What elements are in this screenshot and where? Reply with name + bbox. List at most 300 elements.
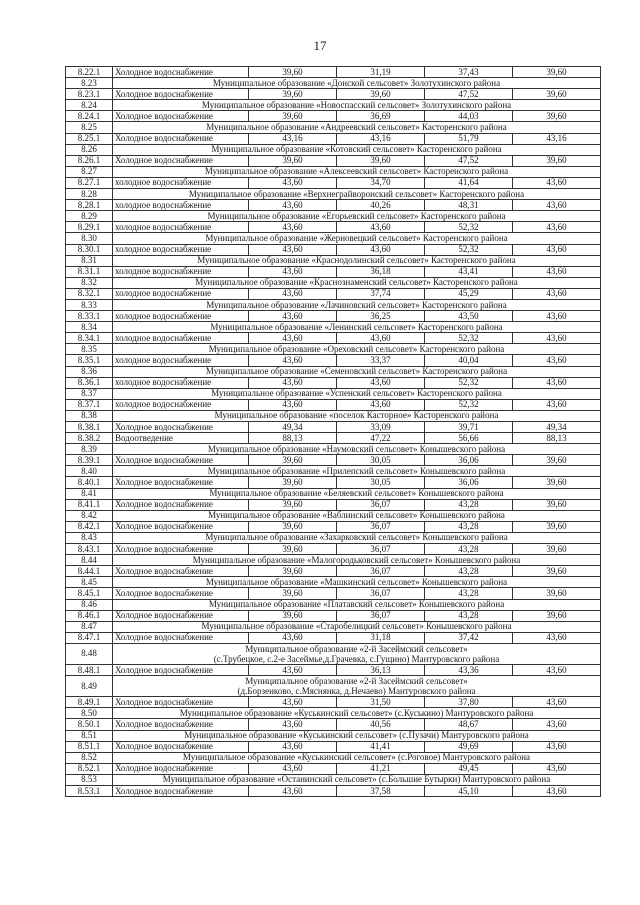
tariff-value: 40,04 (425, 355, 513, 366)
row-number: 8.47 (66, 621, 113, 632)
tariff-value: 37,58 (337, 786, 425, 797)
row-number: 8.30.1 (66, 244, 113, 255)
municipality-name (113, 676, 601, 697)
tariff-value: 39,60 (249, 89, 337, 100)
tariff-value: 43,60 (249, 288, 337, 299)
service-name: Холодное водоснабжение (113, 89, 249, 100)
tariff-row (66, 610, 601, 621)
municipality-row (66, 555, 601, 566)
row-number: 8.36.1 (66, 377, 113, 388)
tariff-value: 39,60 (249, 67, 337, 78)
row-number: 8.37.1 (66, 399, 113, 410)
municipality-row (66, 488, 601, 499)
tariff-value: 47,52 (425, 89, 513, 100)
row-number: 8.44 (66, 555, 113, 566)
row-number: 8.52 (66, 752, 113, 763)
tariff-value: 31,50 (337, 697, 425, 708)
municipality-name-line: Муниципальное образование «Куськинский сельсовет» (с.Роговое) Мантуровского района (182, 752, 531, 763)
municipality-name (113, 599, 601, 610)
tariff-value: 43,60 (249, 244, 337, 255)
municipality-row (66, 643, 601, 664)
tariff-value: 36,06 (425, 477, 513, 488)
municipality-name-line: Муниципальное образование «Платавский сельсовет» Конышевского района (208, 599, 505, 610)
row-number: 8.35.1 (66, 355, 113, 366)
tariff-value: 43,60 (513, 200, 601, 211)
tariff-value: 43,60 (337, 377, 425, 388)
tariff-value: 43,60 (249, 200, 337, 211)
row-number: 8.50 (66, 708, 113, 719)
tariff-value: 37,42 (425, 632, 513, 643)
row-number: 8.28 (66, 189, 113, 200)
tariff-row (66, 665, 601, 676)
row-number: 8.45 (66, 577, 113, 588)
tariff-row (66, 741, 601, 752)
tariff-value: 47,22 (337, 433, 425, 444)
row-number: 8.48 (66, 643, 113, 664)
service-name: холодное водоснабжение (113, 200, 249, 211)
row-number: 8.38 (66, 410, 113, 421)
tariff-value: 43,60 (513, 288, 601, 299)
municipality-row (66, 410, 601, 421)
municipality-row (66, 621, 601, 632)
service-name: Холодное водоснабжение (113, 499, 249, 510)
service-name: Холодное водоснабжение (113, 422, 249, 433)
tariff-row (66, 786, 601, 797)
municipality-row (66, 466, 601, 477)
tariff-value: 43,60 (513, 763, 601, 774)
tariff-value: 39,60 (249, 155, 337, 166)
tariff-value: 33,09 (337, 422, 425, 433)
tariff-value: 36,07 (337, 544, 425, 555)
service-name: Холодное водоснабжение (113, 133, 249, 144)
tariff-value: 41,41 (337, 741, 425, 752)
tariff-value: 43,60 (513, 632, 601, 643)
row-number: 8.30 (66, 233, 113, 244)
tariff-value: 43,60 (249, 665, 337, 676)
tariff-value: 43,60 (513, 177, 601, 188)
tariff-value: 30,05 (337, 477, 425, 488)
tariff-row (66, 433, 601, 444)
service-name: Холодное водоснабжение (113, 741, 249, 752)
row-number: 8.24 (66, 100, 113, 111)
row-number: 8.43.1 (66, 544, 113, 555)
tariff-value: 43,60 (249, 177, 337, 188)
municipality-name-line: Муниципальное образование «Наумовский сельсовет» Конышевского района (207, 443, 506, 454)
municipality-name (113, 366, 601, 377)
tariff-value: 39,60 (513, 499, 601, 510)
tariff-value: 39,60 (337, 155, 425, 166)
tariff-value: 43,16 (337, 133, 425, 144)
tariff-value: 39,60 (513, 155, 601, 166)
municipality-name (113, 577, 601, 588)
tariff-row (66, 111, 601, 122)
tariff-value: 43,60 (249, 741, 337, 752)
tariff-value: 43,60 (337, 333, 425, 344)
municipality-name-line: Муниципальное образование «Краснодолинский сельсовет» Касторенского района (197, 255, 516, 266)
tariff-value: 39,60 (337, 89, 425, 100)
municipality-name (113, 211, 601, 222)
municipality-name (113, 752, 601, 763)
tariff-value: 43,16 (513, 133, 601, 144)
tariff-value: 39,60 (249, 588, 337, 599)
row-number: 8.46.1 (66, 610, 113, 621)
tariff-value: 43,60 (513, 222, 601, 233)
municipality-name-line: Муниципальное образование «Лачиновский сельсовет» Касторенского района (206, 299, 507, 310)
service-name: холодное водоснабжение (113, 377, 249, 388)
tariff-value: 39,60 (249, 477, 337, 488)
row-number: 8.24.1 (66, 111, 113, 122)
tariff-value: 43,60 (513, 741, 601, 752)
tariff-value: 43,28 (425, 588, 513, 599)
municipality-name-line: Муниципальное образование «Донской сельсовет» Золотухинского района (212, 77, 501, 88)
municipality-name-line: Муниципальное образование «Краснознаменский сельсовет» Касторенского района (195, 277, 518, 288)
tariff-value: 88,13 (249, 433, 337, 444)
tariff-value: 39,60 (513, 89, 601, 100)
tariff-table-body (66, 67, 601, 797)
tariff-value: 39,60 (513, 566, 601, 577)
tariff-row (66, 422, 601, 433)
service-name: Холодное водоснабжение (113, 455, 249, 466)
municipality-name (113, 643, 601, 664)
row-number: 8.41.1 (66, 499, 113, 510)
tariff-value: 44,03 (425, 111, 513, 122)
row-number: 8.28.1 (66, 200, 113, 211)
tariff-value: 31,19 (337, 67, 425, 78)
municipality-name (113, 388, 601, 399)
row-number: 8.41 (66, 488, 113, 499)
tariff-value: 39,60 (513, 477, 601, 488)
tariff-value: 39,60 (513, 111, 601, 122)
municipality-name-line: Муниципальное образование «Старобелицкий сельсовет» Конышевского района (201, 621, 512, 632)
row-number: 8.49.1 (66, 697, 113, 708)
municipality-name-line: Муниципальное образование «Прилепский сельсовет» Конышевского района (207, 465, 506, 476)
tariff-value: 34,70 (337, 177, 425, 188)
tariff-value: 39,71 (425, 422, 513, 433)
municipality-name (113, 299, 601, 310)
service-name: Холодное водоснабжение (113, 588, 249, 599)
service-name: Холодное водоснабжение (113, 111, 249, 122)
municipality-name-line: Муниципальное образование «Беляевский сельсовет» Конышевского района (209, 488, 504, 499)
municipality-row (66, 211, 601, 222)
row-number: 8.39 (66, 444, 113, 455)
municipality-name (113, 774, 601, 785)
municipality-name-line: Муниципальное образование «Машкинский сельсовет» Конышевского района (205, 576, 508, 587)
tariff-value: 37,80 (425, 697, 513, 708)
tariff-value: 43,60 (249, 399, 337, 410)
tariff-value: 43,60 (249, 763, 337, 774)
tariff-row (66, 133, 601, 144)
tariff-value: 43,28 (425, 544, 513, 555)
row-number: 8.33.1 (66, 311, 113, 322)
tariff-value: 43,41 (425, 266, 513, 277)
tariff-value: 43,60 (513, 665, 601, 676)
service-name: холодное водоснабжение (113, 222, 249, 233)
tariff-value: 43,50 (425, 311, 513, 322)
municipality-row (66, 510, 601, 521)
tariff-value: 43,60 (249, 266, 337, 277)
municipality-name (113, 410, 601, 421)
municipality-row (66, 189, 601, 200)
municipality-row (66, 255, 601, 266)
municipality-name (113, 555, 601, 566)
service-name: холодное водоснабжение (113, 311, 249, 322)
municipality-name-line: Муниципальное образование «Малогородьковский сельсовет» Конышевского района (192, 554, 521, 565)
municipality-row (66, 730, 601, 741)
page-number: 17 (313, 38, 327, 53)
municipality-row (66, 676, 601, 697)
tariff-value: 39,60 (249, 566, 337, 577)
tariff-value: 39,60 (513, 610, 601, 621)
municipality-name (113, 488, 601, 499)
municipality-name-line: Муниципальное образование «Останинский сельсовет» (с.Большие Бутырки) Мантуровского района (162, 774, 551, 785)
municipality-name (113, 532, 601, 543)
municipality-name (113, 466, 601, 477)
tariff-value: 43,60 (337, 222, 425, 233)
tariff-row (66, 697, 601, 708)
tariff-value: 43,36 (425, 665, 513, 676)
tariff-value: 40,26 (337, 200, 425, 211)
tariff-value: 43,28 (425, 499, 513, 510)
tariff-value: 43,60 (249, 355, 337, 366)
tariff-value: 37,43 (425, 67, 513, 78)
municipality-row (66, 277, 601, 288)
service-name: Холодное водоснабжение (113, 67, 249, 78)
municipality-row (66, 144, 601, 155)
municipality-row (66, 233, 601, 244)
service-name: Холодное водоснабжение (113, 786, 249, 797)
tariff-value: 40,56 (337, 719, 425, 730)
service-name: Холодное водоснабжение (113, 697, 249, 708)
tariff-value: 43,60 (513, 399, 601, 410)
row-number: 8.51 (66, 730, 113, 741)
tariff-value: 43,60 (513, 355, 601, 366)
tariff-value: 41,21 (337, 763, 425, 774)
municipality-row (66, 577, 601, 588)
row-number: 8.34.1 (66, 333, 113, 344)
municipality-row (66, 166, 601, 177)
row-number: 8.25 (66, 122, 113, 133)
municipality-name-line: Муниципальное образование «Ореховский сельсовет» Касторенского района (208, 343, 505, 354)
tariff-value: 36,18 (337, 266, 425, 277)
tariff-value: 36,25 (337, 311, 425, 322)
row-number: 8.23 (66, 78, 113, 89)
tariff-row (66, 566, 601, 577)
row-number: 8.31 (66, 255, 113, 266)
municipality-row (66, 344, 601, 355)
service-name: Холодное водоснабжение (113, 763, 249, 774)
tariff-value: 36,07 (337, 610, 425, 621)
municipality-name-line: Муниципальное образование «Андреевский сельсовет» Касторенского района (206, 122, 507, 133)
tariff-row (66, 455, 601, 466)
tariff-value: 41,64 (425, 177, 513, 188)
municipality-name (113, 621, 601, 632)
tariff-row (66, 399, 601, 410)
tariff-value: 48,31 (425, 200, 513, 211)
tariff-value: 52,32 (425, 377, 513, 388)
municipality-name (113, 322, 601, 333)
service-name: Холодное водоснабжение (113, 155, 249, 166)
municipality-row (66, 444, 601, 455)
municipality-row (66, 322, 601, 333)
tariff-row (66, 288, 601, 299)
row-number: 8.36 (66, 366, 113, 377)
tariff-value: 43,28 (425, 521, 513, 532)
municipality-row (66, 78, 601, 89)
tariff-value: 43,60 (249, 786, 337, 797)
row-number: 8.29.1 (66, 222, 113, 233)
row-number: 8.34 (66, 322, 113, 333)
service-name: холодное водоснабжение (113, 333, 249, 344)
row-number: 8.53 (66, 774, 113, 785)
row-number: 8.27.1 (66, 177, 113, 188)
municipality-row (66, 532, 601, 543)
tariff-value: 43,28 (425, 610, 513, 621)
tariff-value: 43,60 (513, 697, 601, 708)
row-number: 8.32 (66, 277, 113, 288)
tariff-value: 39,60 (249, 521, 337, 532)
tariff-value: 52,32 (425, 399, 513, 410)
tariff-value: 36,07 (337, 499, 425, 510)
row-number: 8.38.2 (66, 433, 113, 444)
municipality-name-line: Муниципальное образование «Семеновский сельсовет» Касторенского района (205, 366, 508, 377)
service-name: холодное водоснабжение (113, 288, 249, 299)
service-name: Холодное водоснабжение (113, 521, 249, 532)
tariff-table (65, 66, 601, 797)
row-number: 8.40.1 (66, 477, 113, 488)
tariff-value: 39,60 (249, 610, 337, 621)
tariff-row (66, 632, 601, 643)
tariff-value: 39,60 (513, 588, 601, 599)
municipality-row (66, 299, 601, 310)
tariff-value: 39,60 (513, 67, 601, 78)
municipality-name (113, 144, 601, 155)
row-number: 8.25.1 (66, 133, 113, 144)
row-number: 8.52.1 (66, 763, 113, 774)
tariff-row (66, 544, 601, 555)
tariff-value: 43,60 (513, 244, 601, 255)
tariff-value: 45,29 (425, 288, 513, 299)
municipality-name-line: Муниципальное образование «Куськинский сельсовет» (с.Пузачи) Мантуровского района (184, 730, 529, 741)
municipality-name-line: Муниципальное образование «поселок Касторное» Касторенского района (214, 410, 499, 421)
tariff-row (66, 377, 601, 388)
municipality-row (66, 100, 601, 111)
municipality-row (66, 388, 601, 399)
row-number: 8.53.1 (66, 786, 113, 797)
tariff-row (66, 477, 601, 488)
tariff-value: 30,05 (337, 455, 425, 466)
tariff-value: 43,60 (249, 222, 337, 233)
municipality-name-line: Муниципальное образование «Захарковский сельсовет» Конышевского района (205, 532, 508, 543)
tariff-row (66, 763, 601, 774)
row-number: 8.42.1 (66, 521, 113, 532)
service-name: холодное водоснабжение (113, 177, 249, 188)
municipality-name-line: Муниципальное образование «2-й Засеймский сельсовет» (245, 676, 468, 687)
municipality-row (66, 708, 601, 719)
tariff-value: 39,60 (513, 521, 601, 532)
municipality-name (113, 510, 601, 521)
tariff-value: 52,32 (425, 244, 513, 255)
service-name: Холодное водоснабжение (113, 477, 249, 488)
service-name: холодное водоснабжение (113, 244, 249, 255)
service-name: Холодное водоснабжение (113, 665, 249, 676)
tariff-value: 33,37 (337, 355, 425, 366)
tariff-value: 43,60 (249, 377, 337, 388)
tariff-value: 43,60 (337, 244, 425, 255)
municipality-name-line: Муниципальное образование «Алексеевский сельсовет» Касторенского района (204, 166, 509, 177)
tariff-value: 43,60 (513, 311, 601, 322)
tariff-value: 36,07 (337, 521, 425, 532)
tariff-value: 39,60 (249, 544, 337, 555)
row-number: 8.46 (66, 599, 113, 610)
row-number: 8.51.1 (66, 741, 113, 752)
tariff-row (66, 333, 601, 344)
row-number: 8.48.1 (66, 665, 113, 676)
tariff-value: 43,60 (249, 719, 337, 730)
tariff-value: 56,66 (425, 433, 513, 444)
municipality-name (113, 277, 601, 288)
tariff-row (66, 177, 601, 188)
tariff-value: 36,13 (337, 665, 425, 676)
tariff-value: 39,60 (249, 111, 337, 122)
tariff-value: 49,34 (513, 422, 601, 433)
tariff-row (66, 588, 601, 599)
tariff-row (66, 244, 601, 255)
tariff-value: 37,74 (337, 288, 425, 299)
row-number: 8.47.1 (66, 632, 113, 643)
tariff-value: 49,34 (249, 422, 337, 433)
tariff-value: 88,13 (513, 433, 601, 444)
tariff-value: 43,60 (249, 311, 337, 322)
municipality-name (113, 166, 601, 177)
tariff-value: 43,60 (249, 697, 337, 708)
row-number: 8.45.1 (66, 588, 113, 599)
municipality-name-line: Муниципальное образование «Ваблинский сельсовет» Конышевского района (208, 510, 505, 521)
service-name: холодное водоснабжение (113, 399, 249, 410)
tariff-value: 39,60 (249, 455, 337, 466)
row-number: 8.40 (66, 466, 113, 477)
tariff-row (66, 311, 601, 322)
row-number: 8.29 (66, 211, 113, 222)
service-name: Холодное водоснабжение (113, 719, 249, 730)
row-number: 8.50.1 (66, 719, 113, 730)
tariff-value: 43,16 (249, 133, 337, 144)
tariff-row (66, 719, 601, 730)
municipality-name-line: Муниципальное образование «2-й Засеймский сельсовет» (245, 643, 468, 654)
service-name: холодное водоснабжение (113, 266, 249, 277)
tariff-value: 39,60 (249, 499, 337, 510)
municipality-name-line: Муниципальное образование «Новоспасский сельсовет» Золотухинского района (201, 99, 512, 110)
service-name: Холодное водоснабжение (113, 632, 249, 643)
row-number: 8.44.1 (66, 566, 113, 577)
row-number: 8.23.1 (66, 89, 113, 100)
row-number: 8.49 (66, 676, 113, 697)
municipality-name-line: (д.Борзенково, с.Мяснянка, д.Нечаево) Мантуровского района (237, 686, 476, 697)
municipality-row (66, 599, 601, 610)
municipality-name-line: Муниципальное образование «Успенский сельсовет» Касторенского района (211, 388, 502, 399)
tariff-row (66, 266, 601, 277)
row-number: 8.42 (66, 510, 113, 521)
tariff-value: 36,69 (337, 111, 425, 122)
tariff-row (66, 89, 601, 100)
municipality-name-line: Муниципальное образование «Егорьевский сельсовет» Касторенского района (207, 210, 506, 221)
tariff-value: 45,10 (425, 786, 513, 797)
tariff-value: 43,60 (513, 266, 601, 277)
tariff-value: 39,60 (513, 455, 601, 466)
municipality-row (66, 774, 601, 785)
row-number: 8.33 (66, 299, 113, 310)
tariff-row (66, 155, 601, 166)
row-number: 8.26 (66, 144, 113, 155)
